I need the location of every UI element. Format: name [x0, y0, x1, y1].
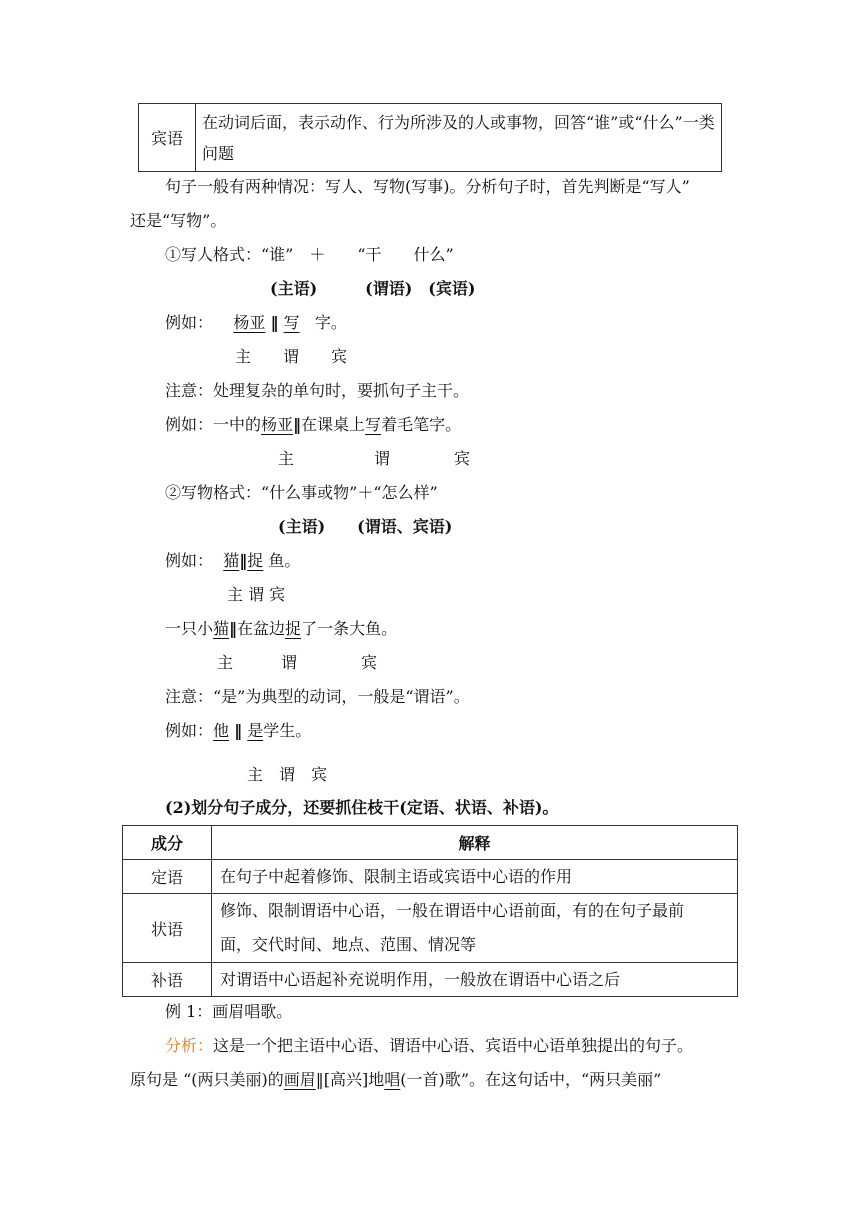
component-name: 状语: [150, 919, 183, 939]
thing-roles: (主语) (谓语、宾语): [278, 517, 453, 536]
thing-format: ②写物格式：“什么事或物”＋“怎么样”: [165, 483, 438, 502]
table-row: [123, 963, 738, 997]
verb-word: 捉: [247, 551, 264, 570]
object-definition-table: [138, 103, 722, 172]
object-word: 歌: [444, 1070, 461, 1089]
section-2-heading: (2)划分句子成分，还要抓住枝干(定语、状语、补语)。: [165, 798, 559, 817]
component-name: 补语: [150, 971, 183, 990]
text-segment: 在盆边: [237, 619, 286, 638]
example-prefix: 例如：: [165, 313, 214, 332]
person-note: 注意：处理复杂的单句时，要抓句子主干。: [165, 381, 470, 400]
verb-word: 唱: [384, 1070, 401, 1089]
separator: ‖: [293, 415, 302, 434]
separator: ‖: [234, 721, 243, 740]
text-segment: 。: [284, 551, 301, 570]
verb-word: 写: [283, 313, 300, 332]
text-segment: 。: [381, 619, 398, 638]
thing-example-1-labels: 主 谓 宾: [227, 585, 286, 604]
subject-word: 杨亚: [233, 313, 266, 332]
text-segment: ‖[高兴]地: [315, 1070, 385, 1089]
thing-note: 注意：“是”为典型的动词，一般是“谓语”。: [165, 687, 470, 706]
subject-word: 猫: [223, 551, 240, 570]
text-segment: 了一条大: [301, 619, 366, 638]
verb-word: 捉: [285, 619, 302, 638]
component-desc: 面，交代时间、地点、范围、情况等: [220, 935, 477, 954]
text-segment: 。: [295, 721, 312, 740]
component-desc: 在句子中起着修饰、限制主语或宾语中心语的作用: [220, 866, 573, 886]
text-segment: (一首): [400, 1070, 445, 1089]
object-word: 鱼: [268, 551, 285, 570]
object-word: 学生: [263, 721, 296, 740]
analysis-line-2: [130, 1067, 661, 1090]
table-cell: [212, 860, 738, 894]
separator: ‖: [270, 313, 279, 332]
component-desc: 修饰、限制谓语中心语，一般在谓语中心语前面，有的在句子最前: [220, 901, 685, 920]
example-prefix: 例如：: [165, 721, 214, 740]
person-example-2-labels: 主 谓 宾: [278, 449, 471, 468]
text-segment: 一只小: [165, 619, 214, 638]
table-row: [123, 894, 738, 963]
verb-word: 是: [247, 721, 264, 740]
object-label-cell: [139, 104, 196, 172]
analysis-text: 这是一个把主语中心语、谓语中心语、宾语中心语单独提出的句子。: [213, 1036, 694, 1055]
verb-word: 写: [365, 415, 382, 434]
subject-word: 他: [213, 721, 230, 740]
separator: ‖: [239, 551, 248, 570]
person-format: ①写人格式：“谁” ＋ “干 什么”: [165, 245, 454, 264]
header-component: 成分: [150, 834, 183, 853]
table-header-cell: [123, 826, 212, 860]
object-label: 宾语: [150, 129, 183, 148]
separator: ‖: [229, 619, 238, 638]
text-segment: ”。在这句话中，“两只美丽”: [460, 1070, 662, 1089]
text-segment: 着毛笔: [381, 415, 430, 434]
object-desc-cell: [196, 104, 722, 172]
subject-word: 杨亚: [261, 415, 294, 434]
table-header-cell: [212, 826, 738, 860]
analysis-line: [165, 1033, 693, 1056]
example-prefix: 例如：: [165, 551, 214, 570]
thing-example-1: [165, 548, 300, 571]
intro-line1: 句子一般有两种情况：写人、写物(写事)。分析句子时，首先判断是“写人”: [165, 177, 690, 196]
table-cell: [212, 894, 738, 963]
example-1-title: 例 1：画眉唱歌。: [165, 1002, 293, 1021]
text-segment: 例如：一中的: [165, 415, 262, 434]
text-segment: 。: [445, 415, 462, 434]
object-word: 字。: [314, 313, 347, 332]
person-example-2: [165, 412, 461, 435]
thing-example-2-labels: 主 谓 宾: [217, 653, 378, 672]
person-example-1-labels: 主 谓 宾: [235, 347, 348, 366]
table-cell: [123, 860, 212, 894]
object-desc: 在动词后面，表示动作、行为所涉及的人或事物，回答“谁”或“什么”一类问题: [202, 112, 715, 163]
branch-components-table: [122, 825, 738, 997]
thing-example-3: [165, 718, 311, 741]
table-cell: [123, 894, 212, 963]
text-segment: 在课桌上: [301, 415, 366, 434]
table-row: [123, 860, 738, 894]
subject-word: 猫: [213, 619, 230, 638]
text-segment: 原句是 “(两只美丽)的: [130, 1070, 284, 1089]
thing-example-3-labels: 主 谓 宾: [247, 765, 328, 784]
thing-example-2: [165, 616, 397, 639]
analysis-label: 分析：: [165, 1036, 214, 1055]
intro-line2: 还是“写物”。: [130, 211, 227, 230]
subject-word: 画眉: [283, 1070, 316, 1089]
person-example-1: [165, 310, 347, 333]
component-desc: 对谓语中心语起补充说明作用，一般放在谓语中心语之后: [220, 969, 621, 989]
person-roles: (主语) (谓语) (宾语): [270, 279, 476, 298]
header-explanation: 解释: [458, 834, 491, 853]
object-word: 鱼: [365, 619, 382, 638]
component-name: 定语: [150, 868, 183, 887]
object-word: 字: [429, 415, 446, 434]
table-cell: [212, 963, 738, 997]
table-cell: [123, 963, 212, 997]
